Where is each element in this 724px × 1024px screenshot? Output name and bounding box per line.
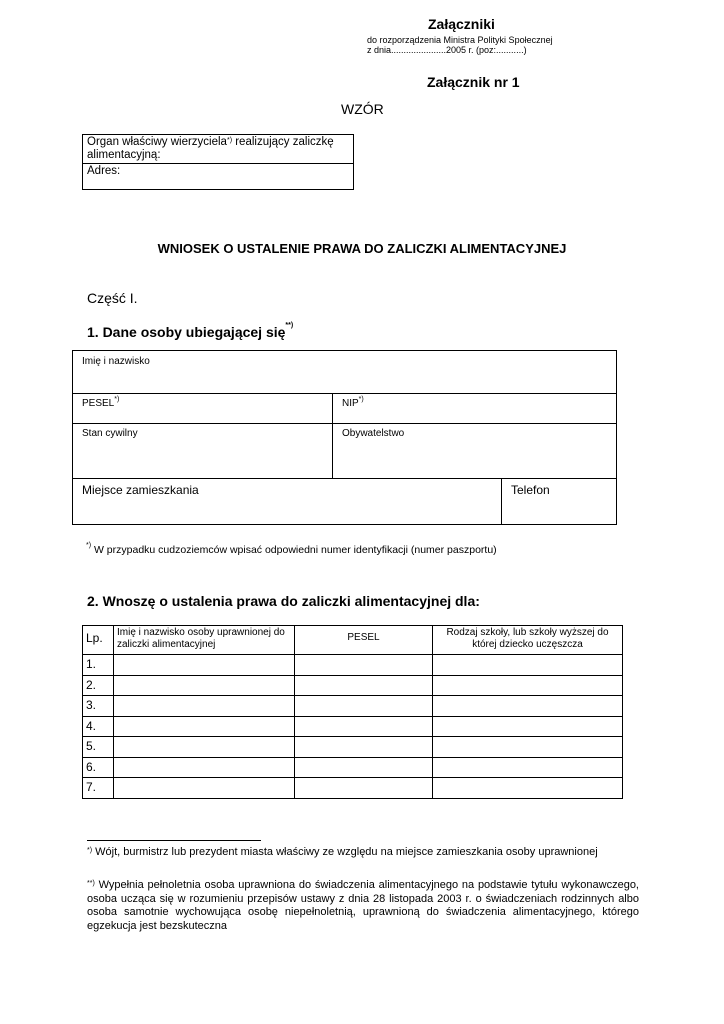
table-row bbox=[83, 737, 623, 758]
row-school-cell[interactable] bbox=[433, 716, 623, 737]
row-number: 2. bbox=[83, 675, 114, 696]
document-title: WNIOSEK O USTALENIE PRAWA DO ZALICZKI ALIMENTACYJNEJ bbox=[157, 241, 567, 256]
row-name-cell[interactable] bbox=[114, 716, 295, 737]
column-header-lp: Lp. bbox=[83, 626, 114, 655]
organ-field[interactable] bbox=[83, 135, 353, 164]
citizenship-field[interactable] bbox=[333, 423, 616, 478]
footnote-1-text: Wójt, burmistrz lub prezydent miasta właściwy ze względu na miejsce zamieszkania osoby uprawnionej bbox=[92, 846, 598, 858]
row-number: 6. bbox=[83, 757, 114, 778]
organ-footnote-mark: *) bbox=[226, 137, 233, 144]
part-label: Część I. bbox=[87, 290, 138, 306]
table-row bbox=[83, 716, 623, 737]
regulation-reference: do rozporządzenia Ministra Polityki Społecznej bbox=[367, 35, 553, 45]
row-name-cell[interactable] bbox=[114, 655, 295, 676]
name-label: Imię i nazwisko bbox=[82, 356, 150, 367]
row-name-cell[interactable] bbox=[114, 696, 295, 717]
footnote-text: W przypadku cudzoziemców wpisać odpowiedni numer identyfikacji (numer paszportu) bbox=[91, 544, 497, 556]
column-header-name: Imię i nazwisko osoby uprawnionej do zaliczki alimentacyjnej bbox=[114, 626, 295, 655]
pesel-label: PESEL bbox=[82, 398, 115, 409]
row-pesel-cell[interactable] bbox=[295, 696, 433, 717]
footnote-2-mark: **) bbox=[87, 880, 95, 887]
column-header-pesel: PESEL bbox=[295, 626, 433, 655]
footnote-separator bbox=[87, 840, 261, 841]
section1-title-text: 1. Dane osoby ubiegającej się bbox=[87, 324, 286, 340]
row-school-cell[interactable] bbox=[433, 737, 623, 758]
row-school-cell[interactable] bbox=[433, 778, 623, 799]
residence-field[interactable] bbox=[73, 478, 501, 524]
table-row bbox=[83, 675, 623, 696]
row-school-cell[interactable] bbox=[433, 696, 623, 717]
footnote-1 bbox=[87, 846, 639, 860]
name-field[interactable] bbox=[73, 351, 616, 393]
table-row bbox=[83, 696, 623, 717]
address-label: Adres: bbox=[87, 165, 121, 177]
footnote-2-text: Wypełnia pełnoletnia osoba uprawniona do świadczenia alimentacyjnego na podstawie tytułu wykonawczego, osoba ucząca się w rozumieniu przepisów ustawy z dnia 28 listopada 2003 r. o świadczeniach rodzinnych albo osoba samotnie wychowująca osobę niepełnoletnią, uprawnioną do świadczenia alimentacyjnego, którego egzekucja jest bezskuteczna bbox=[87, 879, 639, 932]
row-number: 4. bbox=[83, 716, 114, 737]
footnote-mark: *) bbox=[86, 542, 92, 549]
attachments-heading: Załączniki bbox=[428, 16, 495, 32]
row-pesel-cell[interactable] bbox=[295, 757, 433, 778]
organ-box bbox=[82, 134, 354, 190]
civil-status-label: Stan cywilny bbox=[82, 428, 138, 439]
annex-number: Załącznik nr 1 bbox=[427, 74, 520, 90]
regulation-date: z dnia......................2005 r. (poz:...........) bbox=[367, 45, 527, 55]
row-school-cell[interactable] bbox=[433, 655, 623, 676]
pesel-footnote-mark: *) bbox=[114, 396, 120, 403]
row-number: 3. bbox=[83, 696, 114, 717]
row-number: 1. bbox=[83, 655, 114, 676]
row-name-cell[interactable] bbox=[114, 737, 295, 758]
row-name-cell[interactable] bbox=[114, 675, 295, 696]
residence-label: Miejsce zamieszkania bbox=[82, 483, 199, 497]
section2-title: 2. Wnoszę o ustalenia prawa do zaliczki alimentacyjnej dla: bbox=[87, 593, 480, 609]
applicant-data-box bbox=[72, 350, 617, 525]
pesel-field[interactable] bbox=[73, 393, 332, 423]
row-pesel-cell[interactable] bbox=[295, 778, 433, 799]
citizenship-label: Obywatelstwo bbox=[342, 428, 405, 439]
phone-field[interactable] bbox=[502, 478, 616, 524]
civil-status-field[interactable] bbox=[73, 423, 332, 478]
section1-title bbox=[87, 324, 293, 340]
row-pesel-cell[interactable] bbox=[295, 737, 433, 758]
template-label: WZÓR bbox=[341, 101, 384, 117]
row-name-cell[interactable] bbox=[114, 778, 295, 799]
organ-label-cont: realizujący zaliczkę alimentacyjną: bbox=[87, 136, 334, 161]
nip-label: NIP bbox=[342, 398, 359, 409]
row-number: 7. bbox=[83, 778, 114, 799]
row-pesel-cell[interactable] bbox=[295, 655, 433, 676]
phone-label: Telefon bbox=[511, 483, 550, 497]
row-school-cell[interactable] bbox=[433, 675, 623, 696]
table-header-row bbox=[83, 626, 623, 655]
footnote-1-mark: *) bbox=[87, 847, 93, 854]
row-name-cell[interactable] bbox=[114, 757, 295, 778]
nip-footnote-mark: *) bbox=[358, 396, 364, 403]
column-header-school: Rodzaj szkoły, lub szkoły wyższej do której dziecko uczęszcza bbox=[433, 626, 623, 655]
footnote-2 bbox=[87, 879, 639, 933]
table-row bbox=[83, 757, 623, 778]
nip-field[interactable] bbox=[333, 393, 616, 423]
row-pesel-cell[interactable] bbox=[295, 675, 433, 696]
table-row bbox=[83, 778, 623, 799]
address-field[interactable] bbox=[83, 164, 353, 179]
row-number: 5. bbox=[83, 737, 114, 758]
row-school-cell[interactable] bbox=[433, 757, 623, 778]
organ-label: Organ właściwy wierzyciela bbox=[87, 136, 227, 148]
beneficiaries-table bbox=[82, 625, 623, 799]
section1-footnote bbox=[86, 544, 497, 556]
section1-footnote-mark: **) bbox=[285, 322, 294, 329]
row-pesel-cell[interactable] bbox=[295, 716, 433, 737]
table-row bbox=[83, 655, 623, 676]
